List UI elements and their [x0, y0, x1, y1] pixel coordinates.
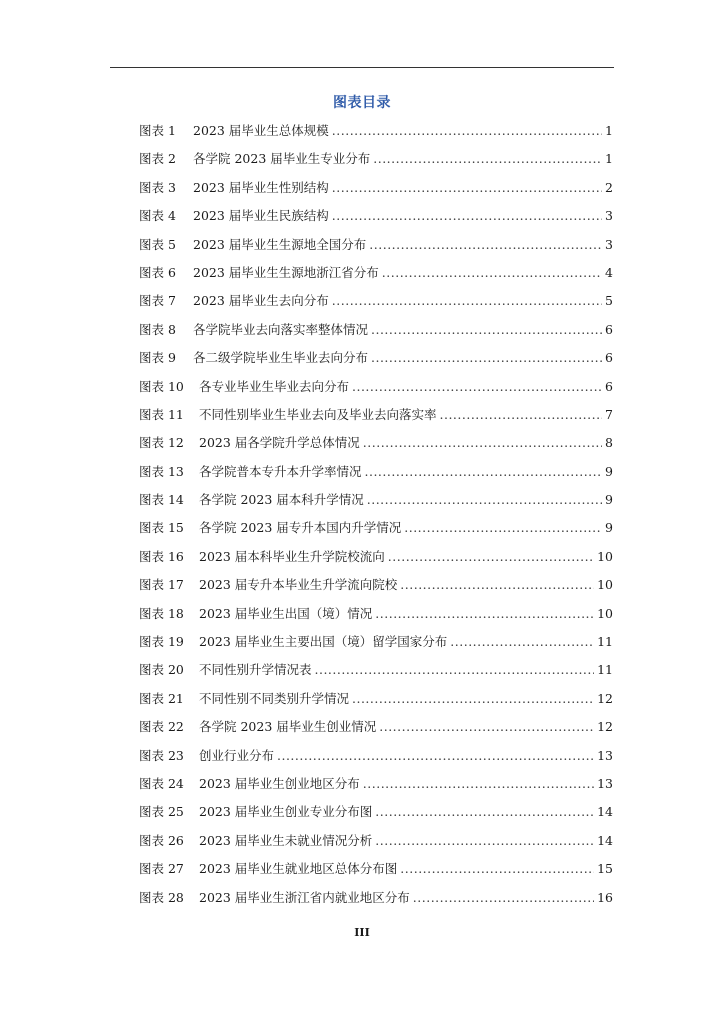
toc-leader-dots [365, 460, 602, 484]
toc-leader-dots [413, 886, 594, 910]
toc-leader-dots [363, 431, 602, 455]
toc-entry-label: 图表 16 [139, 548, 184, 564]
toc-entry[interactable] [139, 715, 613, 743]
toc-entry-page: 3 [605, 236, 613, 252]
toc-entry-title: 各学院 2023 届毕业生创业情况 [199, 719, 377, 735]
toc-entry-page: 13 [597, 775, 613, 791]
toc-entry-label: 图表 11 [139, 406, 184, 422]
toc-entry-page: 1 [605, 123, 613, 138]
toc-entry-page: 11 [597, 634, 613, 650]
toc-entry-label: 图表 20 [139, 662, 184, 678]
toc-list [139, 119, 613, 914]
toc-entry-page: 12 [597, 690, 613, 706]
toc-entry-label: 图表 28 [139, 889, 184, 905]
toc-entry[interactable] [139, 261, 613, 289]
toc-entry-title: 各二级学院毕业生毕业去向分布 [193, 350, 369, 366]
toc-entry-page: 6 [605, 350, 613, 366]
toc-entry[interactable] [139, 375, 613, 403]
toc-leader-dots [440, 403, 602, 427]
toc-entry[interactable] [139, 488, 613, 516]
toc-entry-title: 2023 届毕业生浙江省内就业地区分布 [199, 889, 410, 905]
toc-entry[interactable] [139, 176, 613, 204]
toc-entry-title: 各学院毕业去向落实率整体情况 [193, 321, 369, 337]
toc-leader-dots [400, 573, 594, 597]
toc-entry-page: 6 [605, 321, 613, 337]
toc-entry-title: 2023 届毕业生出国（境）情况 [199, 605, 373, 621]
toc-entry-label: 图表 2 [139, 151, 176, 167]
toc-entry[interactable] [139, 119, 613, 147]
toc-leader-dots [450, 630, 594, 654]
toc-entry[interactable] [139, 346, 613, 374]
toc-entry[interactable] [139, 545, 613, 573]
toc-entry[interactable] [139, 233, 613, 261]
toc-leader-dots [315, 658, 595, 682]
toc-entry-label: 图表 12 [139, 435, 184, 451]
toc-entry-label: 图表 1 [139, 123, 176, 138]
toc-entry-title: 不同性别不同类别升学情况 [199, 690, 350, 706]
page-number: III [354, 926, 370, 939]
toc-leader-dots [375, 602, 594, 626]
toc-entry-page: 12 [597, 719, 613, 735]
header-rule [110, 67, 614, 68]
toc-leader-dots [375, 829, 594, 853]
toc-entry-label: 图表 26 [139, 832, 184, 848]
toc-entry[interactable] [139, 204, 613, 232]
toc-entry-label: 图表 6 [139, 264, 176, 280]
toc-entry-label: 图表 13 [139, 463, 184, 479]
toc-leader-dots [382, 261, 602, 285]
toc-entry-label: 图表 5 [139, 236, 176, 252]
toc-entry-title: 2023 届毕业生性别结构 [193, 179, 329, 195]
toc-leader-dots [371, 318, 602, 342]
toc-leader-dots [375, 800, 594, 824]
toc-entry-label: 图表 9 [139, 350, 176, 366]
toc-entry[interactable] [139, 800, 613, 828]
toc-entry[interactable] [139, 602, 613, 630]
toc-leader-dots [352, 687, 594, 711]
toc-leader-dots [332, 119, 602, 143]
toc-entry[interactable] [139, 573, 613, 601]
toc-entry-title: 2023 届毕业生创业地区分布 [199, 775, 360, 791]
toc-entry-page: 10 [597, 577, 613, 593]
toc-entry-label: 图表 19 [139, 634, 184, 650]
toc-entry-title: 2023 届毕业生民族结构 [193, 208, 329, 224]
toc-entry[interactable] [139, 744, 613, 772]
toc-leader-dots [404, 516, 602, 540]
toc-entry-title: 2023 届毕业生就业地区总体分布图 [199, 861, 398, 877]
toc-entry-label: 图表 22 [139, 719, 184, 735]
toc-entry-label: 图表 10 [139, 378, 184, 394]
toc-leader-dots [367, 488, 602, 512]
toc-leader-dots [373, 147, 602, 171]
toc-leader-dots [352, 375, 602, 399]
toc-entry-title: 创业行业分布 [199, 747, 275, 763]
toc-entry-page: 14 [597, 804, 613, 820]
toc-entry-page: 2 [605, 179, 613, 195]
toc-entry-title: 不同性别毕业生毕业去向及毕业去向落实率 [199, 406, 437, 422]
toc-entry-label: 图表 8 [139, 321, 176, 337]
toc-leader-dots [332, 176, 602, 200]
toc-leader-dots [332, 289, 602, 313]
toc-entry[interactable] [139, 886, 613, 914]
toc-entry-page: 13 [597, 747, 613, 763]
toc-entry-label: 图表 21 [139, 690, 184, 706]
toc-entry-label: 图表 27 [139, 861, 184, 877]
toc-entry[interactable] [139, 431, 613, 459]
toc-entry-title: 2023 届毕业生生源地浙江省分布 [193, 264, 379, 280]
toc-entry[interactable] [139, 147, 613, 175]
toc-entry-title: 2023 届毕业生创业专业分布图 [199, 804, 373, 820]
toc-entry-title: 2023 届专升本毕业生升学流向院校 [199, 577, 398, 593]
toc-entry-page: 7 [605, 406, 613, 422]
toc-entry[interactable] [139, 630, 613, 658]
toc-entry[interactable] [139, 516, 613, 544]
toc-entry-page: 1 [605, 151, 613, 167]
toc-entry[interactable] [139, 857, 613, 885]
toc-entry-title: 各专业毕业生毕业去向分布 [199, 378, 350, 394]
toc-entry-label: 图表 18 [139, 605, 184, 621]
toc-entry-title: 各学院 2023 届专升本国内升学情况 [199, 520, 402, 536]
toc-entry-page: 6 [605, 378, 613, 394]
toc-entry-title: 2023 届本科毕业生升学院校流向 [199, 548, 385, 564]
toc-entry-label: 图表 25 [139, 804, 184, 820]
toc-entry-page: 9 [605, 463, 613, 479]
toc-entry[interactable] [139, 687, 613, 715]
toc-entry-label: 图表 7 [139, 293, 176, 309]
toc-entry-label: 图表 3 [139, 179, 176, 195]
toc-entry[interactable] [139, 460, 613, 488]
toc-entry[interactable] [139, 289, 613, 317]
toc-entry-label: 图表 15 [139, 520, 184, 536]
toc-entry-page: 4 [605, 264, 613, 280]
toc-entry[interactable] [139, 318, 613, 346]
toc-entry-label: 图表 24 [139, 775, 184, 791]
toc-entry[interactable] [139, 829, 613, 857]
toc-entry-title: 2023 届毕业生主要出国（境）留学国家分布 [199, 634, 448, 650]
toc-entry-page: 8 [605, 435, 613, 451]
toc-entry-title: 2023 届毕业生总体规模 [193, 123, 329, 138]
toc-entry[interactable] [139, 403, 613, 431]
toc-leader-dots [363, 772, 594, 796]
toc-entry-page: 9 [605, 492, 613, 508]
toc-entry-label: 图表 4 [139, 208, 176, 224]
toc-entry-page: 11 [597, 662, 613, 678]
toc-leader-dots [388, 545, 594, 569]
toc-entry[interactable] [139, 772, 613, 800]
toc-entry[interactable] [139, 658, 613, 686]
toc-leader-dots [379, 715, 594, 739]
toc-entry-page: 10 [597, 605, 613, 621]
toc-entry-label: 图表 14 [139, 492, 184, 508]
toc-entry-label: 图表 23 [139, 747, 184, 763]
toc-entry-title: 2023 届各学院升学总体情况 [199, 435, 360, 451]
toc-entry-page: 5 [605, 293, 613, 309]
toc-entry-title: 不同性别升学情况表 [199, 662, 312, 678]
toc-entry-title: 各学院 2023 届毕业生专业分布 [193, 151, 371, 167]
toc-entry-page: 3 [605, 208, 613, 224]
toc-entry-title: 各学院 2023 届本科升学情况 [199, 492, 364, 508]
toc-leader-dots [277, 744, 594, 768]
toc-entry-page: 16 [597, 889, 613, 905]
toc-entry-title: 2023 届毕业生生源地全国分布 [193, 236, 367, 252]
toc-entry-title: 2023 届毕业生去向分布 [193, 293, 329, 309]
toc-entry-page: 9 [605, 520, 613, 536]
toc-entry-title: 2023 届毕业生未就业情况分析 [199, 832, 373, 848]
toc-entry-title: 各学院普本专升本升学率情况 [199, 463, 362, 479]
page-title: 图表目录 [333, 95, 391, 111]
toc-entry-page: 14 [597, 832, 613, 848]
toc-entry-page: 15 [597, 861, 613, 877]
toc-entry-label: 图表 17 [139, 577, 184, 593]
toc-leader-dots [332, 204, 602, 228]
toc-leader-dots [369, 233, 602, 257]
toc-leader-dots [371, 346, 602, 370]
toc-leader-dots [400, 857, 594, 881]
toc-entry-page: 10 [597, 548, 613, 564]
